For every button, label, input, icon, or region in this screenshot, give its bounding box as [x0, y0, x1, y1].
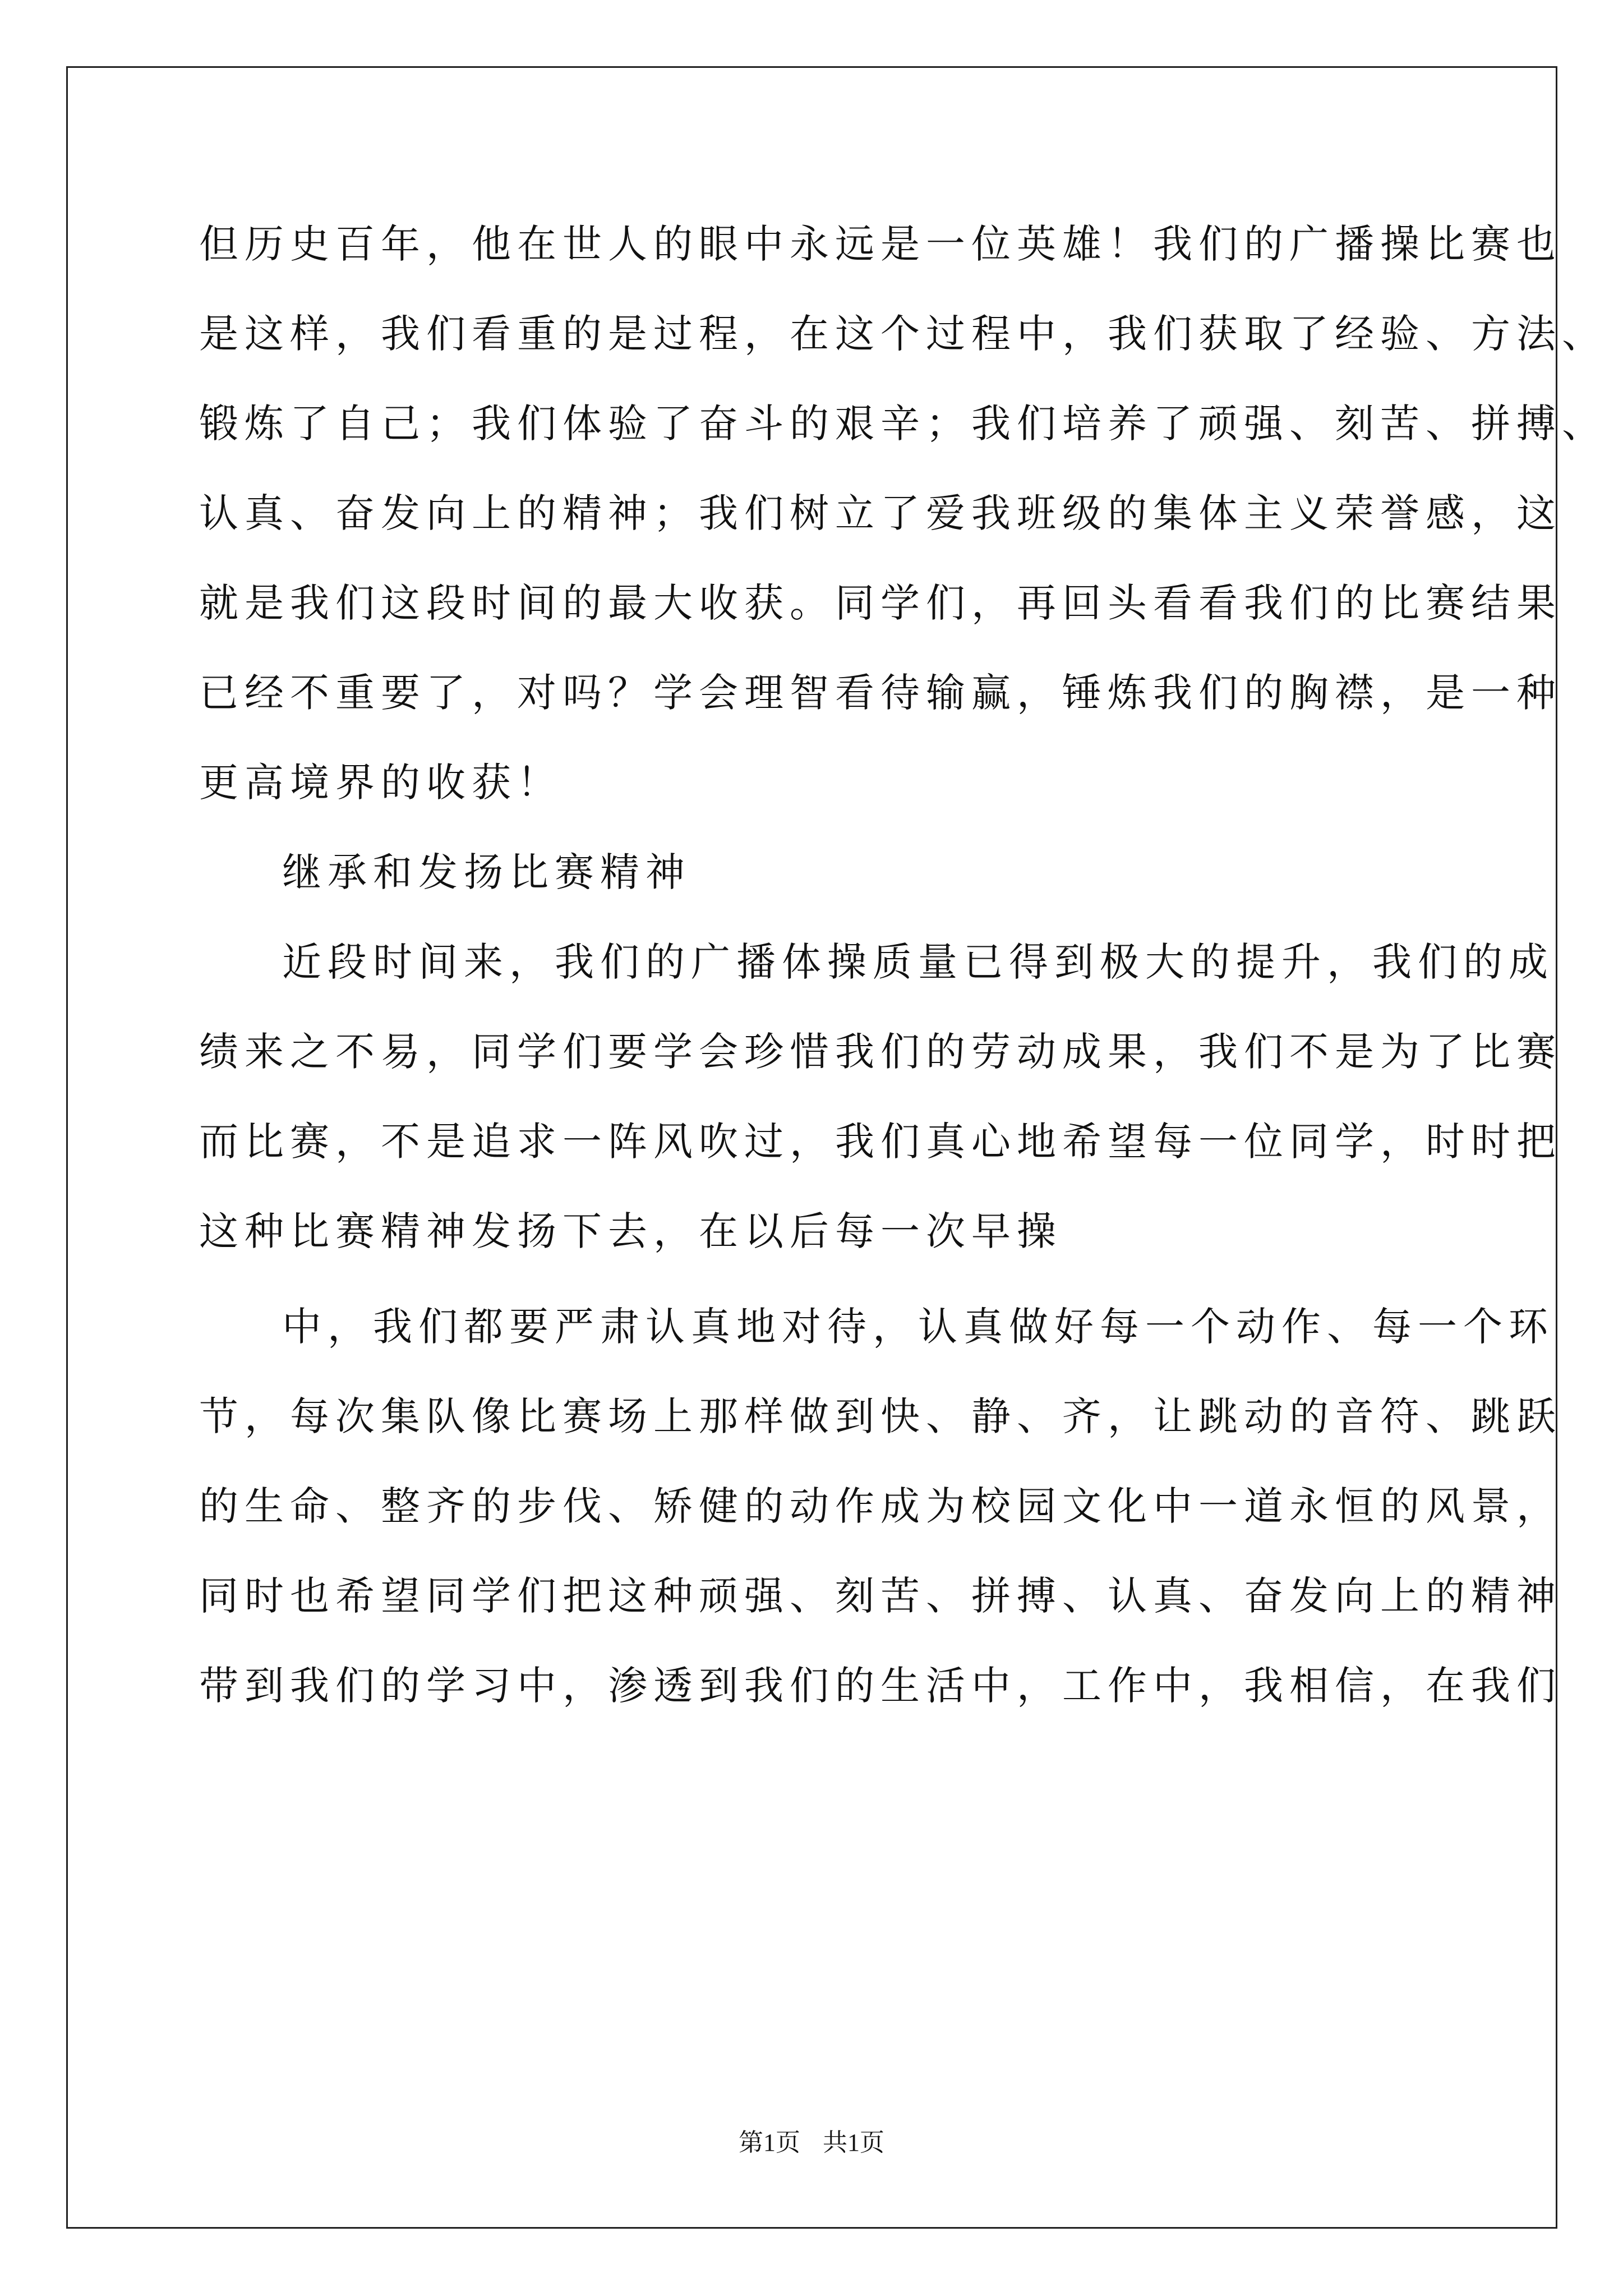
text-line: 认真、奋发向上的精神；我们树立了爱我班级的集体主义荣誉感，这 [199, 490, 1562, 536]
page-number: 第1页 [739, 2129, 800, 2156]
text-line: 绩来之不易，同学们要学会珍惜我们的劳动成果，我们不是为了比赛 [199, 1029, 1562, 1075]
text-line: 已经不重要了，对吗？学会理智看待输赢，锤炼我们的胸襟，是一种 [199, 670, 1562, 716]
text-line: 中，我们都要严肃认真地对待，认真做好每一个动作、每一个环 [282, 1304, 1554, 1350]
text-line: 近段时间来，我们的广播体操质量已得到极大的提升，我们的成 [282, 939, 1554, 985]
text-line: 这种比赛精神发扬下去，在以后每一次早操 [199, 1208, 1062, 1254]
text-line: 节，每次集队像比赛场上那样做到快、静、齐，让跳动的音符、跳跃 [199, 1393, 1562, 1439]
text-line: 是这样，我们看重的是过程，在这个过程中，我们获取了经验、方法、 [199, 311, 1607, 357]
text-line: 锻炼了自己；我们体验了奋斗的艰辛；我们培养了顽强、刻苦、拼搏、 [199, 401, 1607, 447]
section-heading: 继承和发扬比赛精神 [282, 849, 691, 895]
text-line: 更高境界的收获！ [199, 760, 562, 806]
text-line: 而比赛，不是追求一阵风吹过，我们真心地希望每一位同学，时时把 [199, 1119, 1562, 1165]
text-line: 就是我们这段时间的最大收获。同学们，再回头看看我们的比赛结果 [199, 580, 1562, 626]
text-line: 同时也希望同学们把这种顽强、刻苦、拼搏、认真、奋发向上的精神 [199, 1573, 1562, 1619]
page-total: 共1页 [823, 2129, 884, 2156]
text-line: 的生命、整齐的步伐、矫健的动作成为校园文化中一道永恒的风景， [199, 1483, 1562, 1529]
page-footer [0, 2126, 1623, 2160]
text-line: 带到我们的学习中，渗透到我们的生活中，工作中，我相信，在我们 [199, 1663, 1562, 1709]
text-line: 但历史百年，他在世人的眼中永远是一位英雄！我们的广播操比赛也 [199, 221, 1562, 267]
